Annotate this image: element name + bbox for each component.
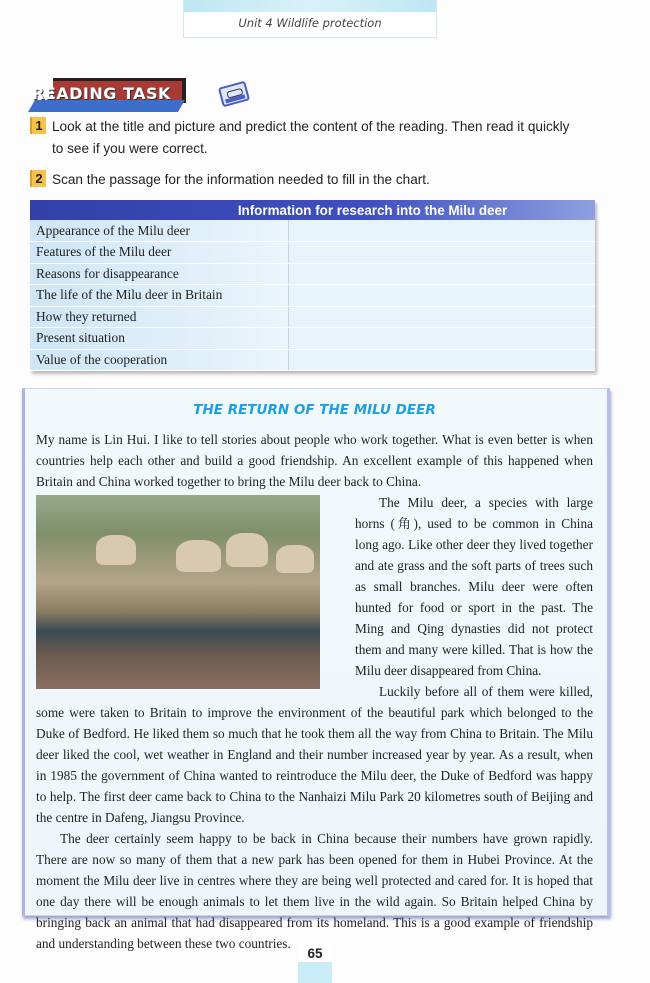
unit-header <box>183 0 437 38</box>
task-number: 2 <box>30 170 46 187</box>
paragraph: The Milu deer, a species with large horns (角), used to be common in China long ago. Like other deer they lived together and ate grass and the soft parts of trees such as small branches. Milu deer were often hunted for food or sport in the past. The Ming and Qing dynasties did not protect them and many were killed. That is how the Milu deer disappeared from China. <box>355 495 593 678</box>
page-number-box <box>298 945 332 983</box>
passage-title: THE RETURN OF THE MILU DEER <box>193 402 436 418</box>
banner-label: READING TASK <box>32 84 171 103</box>
task-text: Scan the passage for the information needed to fill in the chart. <box>52 172 430 187</box>
table-row <box>30 285 595 307</box>
row-label: The life of the Milu deer in Britain <box>30 285 288 307</box>
row-label: Value of the cooperation <box>30 349 288 371</box>
answer-cell[interactable] <box>288 328 595 350</box>
unit-title: Unit 4 Wildlife protection <box>238 16 382 30</box>
reading-passage <box>22 388 610 951</box>
table-row <box>30 328 595 350</box>
table-row <box>30 242 595 264</box>
table-row <box>30 349 595 371</box>
research-chart <box>30 200 595 371</box>
table-row <box>30 306 595 328</box>
header-decoration <box>184 0 436 12</box>
row-label: Appearance of the Milu deer <box>30 220 288 242</box>
answer-cell[interactable] <box>288 349 595 371</box>
task-2 <box>30 169 600 191</box>
cassette-tape-icon <box>218 81 250 108</box>
task-1 <box>30 116 600 160</box>
task-text-cont: to see if you were correct. <box>52 141 208 156</box>
reading-task-banner <box>28 78 196 114</box>
row-label: How they returned <box>30 306 288 328</box>
answer-cell[interactable] <box>288 263 595 285</box>
row-label: Reasons for disappearance <box>30 263 288 285</box>
chart-title: Information for research into the Milu deer <box>30 200 595 220</box>
answer-cell[interactable] <box>288 285 595 307</box>
page-number: 65 <box>307 946 323 961</box>
answer-cell[interactable] <box>288 220 595 242</box>
answer-cell[interactable] <box>288 306 595 328</box>
task-text: Look at the title and picture and predict the content of the reading. Then read it quickly <box>52 119 570 134</box>
answer-cell[interactable] <box>288 242 595 264</box>
milu-deer-photo <box>36 495 320 689</box>
table-row <box>30 220 595 242</box>
row-label: Features of the Milu deer <box>30 242 288 264</box>
paragraph: The deer certainly seem happy to be back in China because their numbers have grown rapidly. There are now so many of them that a new park has been opened for them in Hubei Province. At the moment the Milu deer live in centres where they are being well protected and cared for. It is hoped that one day there will be enough animals to let them live in the wild again. So Britain helped China by bringing back an animal that had disappeared from its homeland. This is a good example of friendship and understanding between these two countries. <box>36 831 593 951</box>
paragraph: My name is Lin Hui. I like to tell stories about people who work together. What is even better is when countries help each other and build a good friendship. An excellent example of this happened when Britain and China worked together to bring the Milu deer back to China. <box>36 432 593 489</box>
table-row <box>30 263 595 285</box>
task-number: 1 <box>30 117 46 134</box>
row-label: Present situation <box>30 328 288 350</box>
paragraph: Luckily before all of them were killed, some were taken to Britain to improve the environment of the beautiful park which belonged to the Duke of Bedford. He liked them so much that he took them all the way from China to Britain. The Milu deer liked the cool, wet weather in England and their number increased year by year. As a result, when in 1985 the government of China wanted to reintroduce the Milu deer, the Duke of Bedford was happy to help. The first deer came back to China to the Nanhaizi Milu Park 20 kilometres south of Beijing and the centre in Dafeng, Jiangsu Province. <box>36 684 593 825</box>
